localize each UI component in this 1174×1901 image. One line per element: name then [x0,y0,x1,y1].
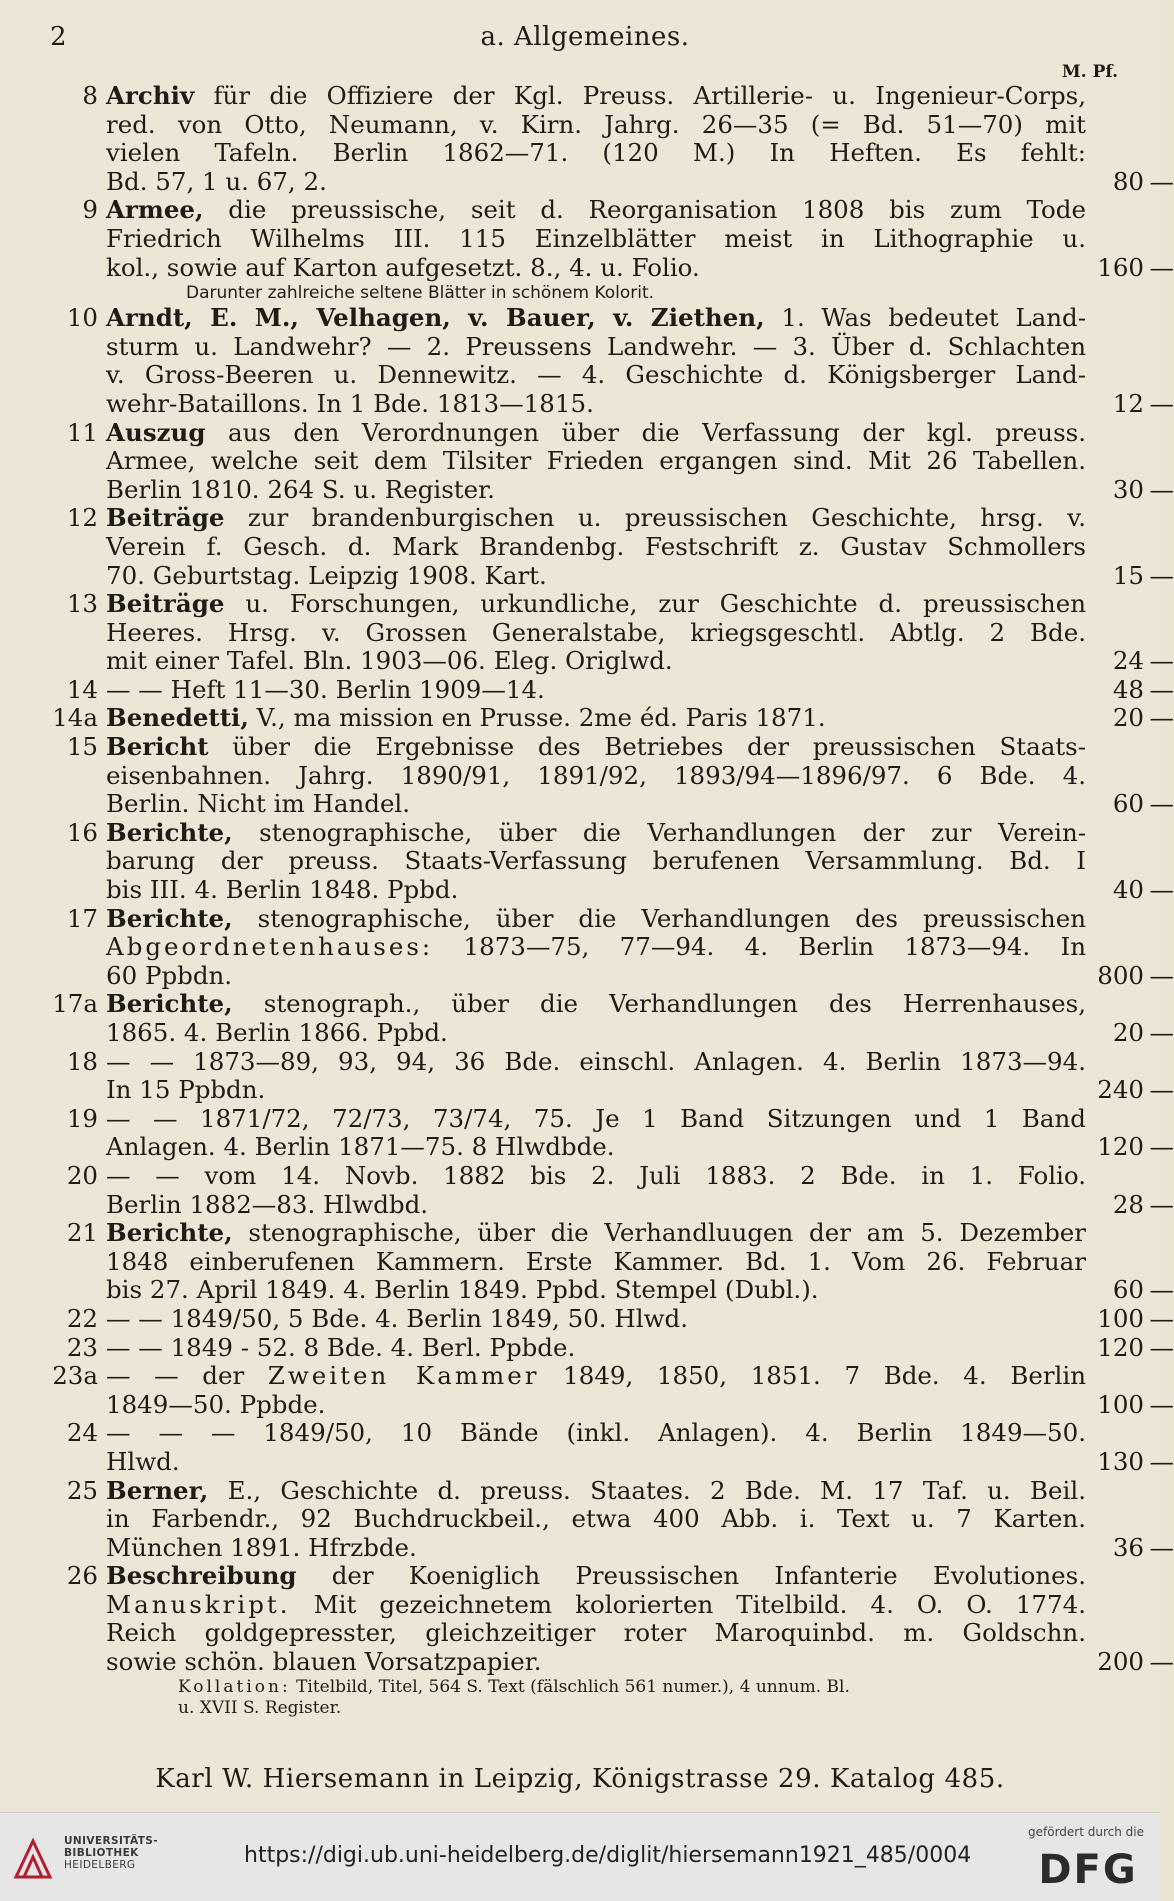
price-marks: 200 [1097,1647,1144,1677]
price-marks: 15 [1112,560,1144,590]
entry-number: 19 [66,1103,98,1133]
price-pfennig: — [1149,1275,1174,1305]
price-marks [1086,619,1144,648]
entry-body-text: — — der [106,1361,268,1391]
entry-number: 15 [66,732,98,762]
catalog-entry [50,1361,1174,1419]
entry-text [106,1048,1086,1077]
entry-body-text: stenographische, über die Verhandlungen der zur Verein- [232,817,1086,847]
price-marks: 60 [1112,1275,1144,1305]
price-pfennig [1144,333,1174,362]
entry-text [106,1448,1086,1477]
entry-text [106,304,1086,333]
price-pfennig: — [1149,560,1174,590]
catalog-entry [50,417,1174,505]
price-marks [1086,1562,1144,1591]
entry-body-text: Friedrich Wilhelms III. 115 Einzelblätter meist in Lithographie u. [106,223,1086,253]
spaced-text: Zweiten Kammer [267,1361,540,1391]
catalog-entry [50,1046,1174,1105]
entry-text [106,1334,1086,1363]
price-marks [1086,990,1144,1019]
entry-text [106,1276,1086,1305]
entry-text [106,1419,1086,1448]
entry-keyword: Berichte, [106,989,233,1019]
price-marks [1086,819,1144,848]
entry-body-text: 1873—75, 77—94. 4. Berlin 1873—94. In [433,932,1086,962]
entry-text [106,1133,1086,1162]
entry-keyword: Benedetti, [106,703,249,733]
catalog-entry [50,1160,1174,1219]
price-marks [1086,590,1144,619]
entry-body-text: mit einer Tafel. Bln. 1903—06. Eleg. Origlwd. [106,646,673,676]
entry-text [106,111,1086,140]
entry-keyword: Beiträge [106,503,225,533]
entry-body-text: 1. Was bedeutet Land- [764,303,1087,333]
price-pfennig [1144,196,1174,225]
price-pfennig [1144,1162,1174,1191]
price-marks: 100 [1097,1303,1144,1333]
entry-text [106,476,1086,505]
entry-text [106,333,1086,362]
entry-text [106,1534,1086,1563]
price-pfennig [1144,1362,1174,1391]
price-pfennig [1144,504,1174,533]
price-pfennig: — [1149,1389,1174,1419]
entry-body-text: eisenbahnen. Jahrg. 1890/91, 1891/92, 1893/94—1896/97. 6 Bde. 4. [106,760,1086,790]
price-marks [1086,733,1144,762]
entry-text [106,990,1086,1019]
entry-number: 20 [66,1160,98,1190]
entry-body-text: Berlin 1882—83. Hlwdbd. [106,1189,429,1219]
price-pfennig [1144,847,1174,876]
entry-text [106,504,1086,533]
entry-text [106,1619,1086,1648]
entry-body-text: für die Offiziere der Kgl. Preuss. Artillerie- u. Ingenieur-Corps, [194,81,1086,110]
price-marks [1086,1105,1144,1134]
entry-number: 14a [52,703,98,733]
entry-body-text: V., ma mission en Prusse. 2me éd. Paris 1871. [248,703,826,733]
entry-number: 22 [66,1303,98,1333]
entry-text [106,647,1086,676]
entry-keyword: Berichte, [106,817,233,847]
entry-body-text: der Koeniglich Preussischen Infanterie Evolutiones. [296,1561,1086,1591]
price-marks: 80 [1112,166,1144,196]
page-number: 2 [50,22,67,52]
price-pfennig [1144,905,1174,934]
entry-body-text: Berlin 1810. 264 S. u. Register. [106,474,495,504]
entry-text [106,1019,1086,1048]
entry-number: 17 [66,903,98,933]
catalog-entry [50,1561,1174,1718]
entry-text [106,962,1086,991]
price-marks [1086,333,1144,362]
entry-body-text: stenographische, über die Verhandlungen des preussischen [232,903,1086,933]
entry-body-text: kol., sowie auf Karton aufgesetzt. 8., 4. u. Folio. [106,252,700,282]
entry-keyword: Berichte, [106,903,233,933]
entry-note: Kollation: Titelbild, Titel, 564 S. Text (fälschlich 561 numer.), 4 unnum. Bl. [178,1676,850,1697]
entry-body-text: u. Forschungen, urkundliche, zur Geschichte d. preussischen [224,589,1086,619]
entry-number: 23 [66,1332,98,1362]
university-seal-icon [12,1837,54,1881]
entry-keyword: Arndt, E. M., Velhagen, v. Bauer, v. Ziethen, [106,303,765,333]
catalog-entry [50,903,1174,991]
entry-text [106,933,1086,962]
entry-keyword: Armee, [106,195,204,225]
price-marks [1086,933,1144,962]
price-pfennig [1144,361,1174,390]
entry-text [106,1219,1086,1248]
entry-keyword: Auszug [106,417,206,447]
entry-body-text: In 15 Ppbdn. [106,1075,266,1105]
price-pfennig: — [1149,1303,1174,1333]
entry-body-text: Heeres. Hrsg. v. Grossen Generalstabe, kriegsgeschtl. Abtlg. 2 Bde. [106,617,1086,647]
entry-body-text: sowie schön. blauen Vorsatzpapier. [106,1647,542,1677]
entry-keyword: Beiträge [106,589,225,619]
price-pfennig: — [1149,1446,1174,1476]
price-pfennig: — [1149,1132,1174,1162]
entry-body-text: barung der preuss. Staats-Verfassung berufenen Versammlung. Bd. I [106,846,1086,876]
entry-note: Darunter zahlreiche seltene Blätter in schönem Kolorit. [186,283,655,304]
price-marks: 60 [1112,789,1144,819]
entry-body-text: Berlin. Nicht im Handel. [106,789,411,819]
price-marks: 12 [1112,388,1144,418]
entry-text [106,1191,1086,1220]
entry-body-text: — — vom 14. Novb. 1882 bis 2. Juli 1883. 2 Bde. in 1. Folio. [106,1160,1086,1190]
dfg-logo-icon [1032,1845,1144,1893]
entry-body-text: Armee, welche seit dem Tilsiter Frieden ergangen sind. Mit 26 Tabellen. [106,446,1086,476]
entry-text [106,447,1086,476]
entry-text [106,590,1086,619]
catalog-entry [50,1103,1174,1162]
catalog-entry [50,1218,1174,1305]
price-pfennig [1144,139,1174,168]
entry-number: 13 [66,589,98,619]
price-pfennig: — [1149,1332,1174,1362]
price-marks [1086,504,1144,533]
entry-keyword: Archiv [106,81,195,110]
entry-number: 26 [66,1561,98,1591]
entry-keyword: Bericht [106,732,209,762]
entry-body-text: vielen Tafeln. Berlin 1862—71. (120 M.) In Heften. Es fehlt: [106,138,1086,168]
price-marks [1086,447,1144,476]
entry-body-text: 1849, 1850, 1851. 7 Bde. 4. Berlin [539,1361,1086,1391]
catalog-entry [50,195,1174,304]
price-marks [1086,1048,1144,1077]
entry-body-text: 60 Ppbdn. [106,960,233,990]
price-marks: 160 [1097,252,1144,282]
entry-number: 14 [66,674,98,704]
price-marks [1086,1591,1144,1620]
entry-body-text: red. von Otto, Neumann, v. Kirn. Jahrg. 26—35 (= Bd. 51—70) mit [106,109,1086,139]
entry-body-text: aus den Verordnungen über die Verfassung der kgl. preuss. [205,417,1086,447]
entry-text [106,139,1086,168]
entry-body-text: zur brandenburgischen u. preussischen Geschichte, hrsg. v. [224,503,1086,533]
price-marks [1086,1219,1144,1248]
price-pfennig [1144,1619,1174,1648]
price-marks: 130 [1097,1446,1144,1476]
entry-body-text: stenograph., über die Verhandlungen des Herrenhauses, [232,989,1086,1019]
entry-body-text: München 1891. Hfrzbde. [106,1532,417,1562]
institution-name: UNIVERSITÄTS- BIBLIOTHEK HEIDELBERG [64,1835,159,1871]
entry-body-text: Verein f. Gesch. d. Mark Brandenbg. Festschrift z. Gustav Schmollers [106,531,1086,561]
price-pfennig [1144,590,1174,619]
price-marks [1086,196,1144,225]
entry-body-text: Mit gezeichnetem kolorierten Titelbild. 4. O. O. 1774. [290,1589,1086,1619]
price-pfennig: — [1149,674,1174,704]
catalog-entry [50,1332,1174,1363]
svg-text:DFG: DFG [1038,1847,1138,1893]
price-marks: 36 [1112,1532,1144,1562]
entry-body-text: über die Ergebnisse des Betriebes der preussischen Staats- [208,732,1086,762]
price-pfennig: — [1149,1075,1174,1105]
entry-text [106,733,1086,762]
price-marks [1086,82,1144,111]
catalog-entry [50,1418,1174,1476]
entry-body-text: wehr-Bataillons. In 1 Bde. 1813—1815. [106,388,594,418]
entry-text [106,1477,1086,1506]
entry-body-text: — — 1871/72, 72/73, 73/74, 75. Je 1 Band Sitzungen und 1 Band [106,1103,1086,1133]
price-pfennig [1144,419,1174,448]
price-pfennig [1144,1248,1174,1277]
viewer-bottom-bar [0,1812,1160,1901]
entry-number: 21 [66,1218,98,1248]
entry-body-text: bis III. 4. Berlin 1848. Ppbd. [106,875,459,905]
entry-text [106,1648,1086,1677]
entry-number: 23a [52,1361,98,1391]
entry-text [106,1362,1086,1391]
price-marks [1086,1619,1144,1648]
spaced-text: Manuskript. [106,1589,291,1619]
entry-text [106,168,1086,197]
price-marks [1086,1477,1144,1506]
entry-text [106,196,1086,225]
price-marks: 40 [1112,875,1144,905]
entry-text [106,847,1086,876]
price-marks [1086,1505,1144,1534]
price-marks [1086,1362,1144,1391]
price-marks: 48 [1112,674,1144,704]
entry-keyword: Berichte, [106,1218,233,1248]
entry-body-text: — — 1849 - 52. 8 Bde. 4. Berl. Ppbde. [106,1332,576,1362]
price-pfennig [1144,533,1174,562]
price-marks [1086,419,1144,448]
entry-number: 17a [52,989,98,1019]
catalog-entry [50,989,1174,1047]
entry-body-text: die preussische, seit d. Reorganisation 1808 bis zum Tode [203,195,1086,225]
entry-body-text: stenographische, über die Verhandluugen der am 5. Dezember [232,1218,1086,1248]
price-pfennig: — [1149,703,1174,733]
entry-body-text: sturm u. Landwehr? — 2. Preussens Landwehr. — 3. Über d. Schlachten [106,331,1086,361]
entry-body-text: Hlwd. [106,1446,180,1476]
price-pfennig [1144,111,1174,140]
entry-body-text: — — 1873—89, 93, 94, 36 Bde. einschl. Anlagen. 4. Berlin 1873—94. [106,1046,1086,1076]
price-pfennig: — [1149,252,1174,282]
price-marks [1086,111,1144,140]
catalog-entry [50,674,1174,705]
document-url-link[interactable]: https://digi.ub.uni-heidelberg.de/diglit/hiersemann1921_485/0004 [244,1843,972,1868]
price-pfennig: — [1149,474,1174,504]
catalog-entry [50,817,1174,905]
price-marks [1086,225,1144,254]
entry-number: 16 [66,817,98,847]
entry-text [106,1248,1086,1277]
entry-number: 25 [66,1475,98,1505]
entry-body-text: — — — 1849/50, 10 Bände (inkl. Anlagen). 4. Berlin 1849—50. [106,1418,1086,1448]
entry-body-text: Reich goldgepresster, gleichzeitiger roter Maroquinbd. m. Goldschn. [106,1618,1086,1648]
entry-text [106,1591,1086,1620]
price-pfennig: — [1149,789,1174,819]
catalog-entries [50,81,1174,1719]
price-marks: 24 [1112,646,1144,676]
catalog-footer: Karl W. Hiersemann in Leipzig, Königstrasse 29. Katalog 485. [155,1764,1005,1794]
entry-body-text: 70. Geburtstag. Leipzig 1908. Kart. [106,560,547,590]
price-marks [1086,304,1144,333]
price-pfennig [1144,1562,1174,1591]
catalog-entry [50,703,1174,733]
price-pfennig [1144,1505,1174,1534]
entry-text [106,533,1086,562]
price-pfennig: — [1149,1018,1174,1047]
catalog-entry [50,732,1174,819]
price-marks [1086,533,1144,562]
entry-text [106,254,1086,283]
catalog-entry [50,1303,1174,1334]
page-header [50,22,1120,56]
entry-number: 24 [66,1418,98,1448]
entry-text [106,562,1086,591]
price-marks: 100 [1097,1389,1144,1419]
entry-text [106,819,1086,848]
entry-body-text: v. Gross-Beeren u. Dennewitz. — 4. Geschichte d. Königsberger Land- [106,360,1086,390]
price-marks [1086,905,1144,934]
entry-number: 10 [66,303,98,333]
entry-text [106,619,1086,648]
entry-text [106,1162,1086,1191]
entry-text [106,1076,1086,1105]
price-marks [1086,361,1144,390]
price-marks [1086,762,1144,791]
price-pfennig: — [1149,388,1174,418]
entry-text [106,1391,1086,1420]
price-marks [1086,847,1144,876]
entry-body-text: 1865. 4. Berlin 1866. Ppbd. [106,1018,448,1047]
price-marks: 240 [1097,1075,1144,1105]
entry-keyword: Beschreibung [106,1561,297,1591]
price-pfennig [1144,933,1174,962]
entry-text [106,390,1086,419]
entry-note: u. XVII S. Register. [178,1697,342,1718]
entry-text [106,762,1086,791]
price-pfennig [1144,447,1174,476]
price-marks: 800 [1097,960,1144,990]
entry-number: 11 [66,417,98,447]
entry-text [106,1505,1086,1534]
catalog-entry [50,81,1174,196]
price-pfennig [1144,1105,1174,1134]
price-marks: 20 [1112,703,1144,733]
entry-keyword: Berner, [106,1475,209,1505]
entry-body-text: 1848 einberufenen Kammern. Erste Kammer. Bd. 1. Vom 26. Februar [106,1246,1086,1276]
catalog-entry [50,503,1174,590]
catalog-entry [50,1475,1174,1563]
currency-column-header: M. Pf. [1061,62,1118,82]
entry-text [106,876,1086,905]
entry-body-text: Anlagen. 4. Berlin 1871—75. 8 Hlwdbde. [106,1132,615,1162]
entry-text [106,419,1086,448]
price-marks [1086,1248,1144,1277]
entry-text [106,1562,1086,1591]
price-pfennig [1144,1048,1174,1077]
entry-text [106,1105,1086,1134]
price-pfennig [1144,225,1174,254]
entry-text [106,790,1086,819]
price-pfennig: — [1149,1532,1174,1562]
price-marks: 120 [1097,1132,1144,1162]
entry-body-text: E., Geschichte d. preuss. Staates. 2 Bde. M. 17 Taf. u. Beil. [208,1475,1086,1505]
price-pfennig [1144,990,1174,1019]
price-pfennig [1144,1591,1174,1620]
price-pfennig: — [1149,1189,1174,1219]
entry-text [106,361,1086,390]
entry-body-text: in Farbendr., 92 Buchdruckbeil., etwa 400 Abb. i. Text u. 7 Karten. [106,1504,1086,1534]
price-pfennig: — [1149,1647,1174,1677]
entry-number: 18 [66,1046,98,1076]
entry-body-text: — — 1849/50, 5 Bde. 4. Berlin 1849, 50. Hlwd. [106,1303,689,1333]
price-pfennig [1144,819,1174,848]
price-pfennig [1144,1219,1174,1248]
price-pfennig [1144,1419,1174,1448]
entry-number: 12 [66,503,98,533]
entry-text [106,225,1086,254]
entry-number: 9 [82,195,98,225]
catalog-entry [50,303,1174,418]
entry-text [106,1305,1086,1334]
price-marks: 30 [1112,474,1144,504]
price-pfennig: — [1149,166,1174,196]
price-marks: 120 [1097,1332,1144,1362]
price-marks [1086,1419,1144,1448]
price-marks: 28 [1112,1189,1144,1219]
entry-body-text: — — Heft 11—30. Berlin 1909—14. [106,674,545,704]
price-marks [1086,139,1144,168]
price-marks [1086,1162,1144,1191]
entry-number: 8 [82,81,98,110]
entry-body-text: 1849—50. Ppbde. [106,1389,326,1419]
price-pfennig [1144,82,1174,111]
price-pfennig: — [1149,960,1174,990]
entry-body-text: bis 27. April 1849. 4. Berlin 1849. Ppbd. Stempel (Dubl.). [106,1275,819,1305]
entry-body-text: Bd. 57, 1 u. 67, 2. [106,166,327,196]
price-pfennig [1144,1477,1174,1506]
dfg-caption: gefördert durch die [1028,1825,1144,1839]
price-pfennig: — [1149,875,1174,905]
section-title: a. Allgemeines. [480,22,690,52]
entry-text [106,905,1086,934]
entry-text [106,82,1086,111]
price-pfennig: — [1149,646,1174,676]
price-pfennig [1144,733,1174,762]
spaced-text: Abgeordnetenhauses: [106,932,434,962]
catalog-entry [50,589,1174,676]
price-pfennig [1144,619,1174,648]
entry-text [106,704,1086,733]
price-pfennig [1144,762,1174,791]
entry-text [106,676,1086,705]
price-marks: 20 [1112,1018,1144,1047]
price-pfennig [1144,304,1174,333]
